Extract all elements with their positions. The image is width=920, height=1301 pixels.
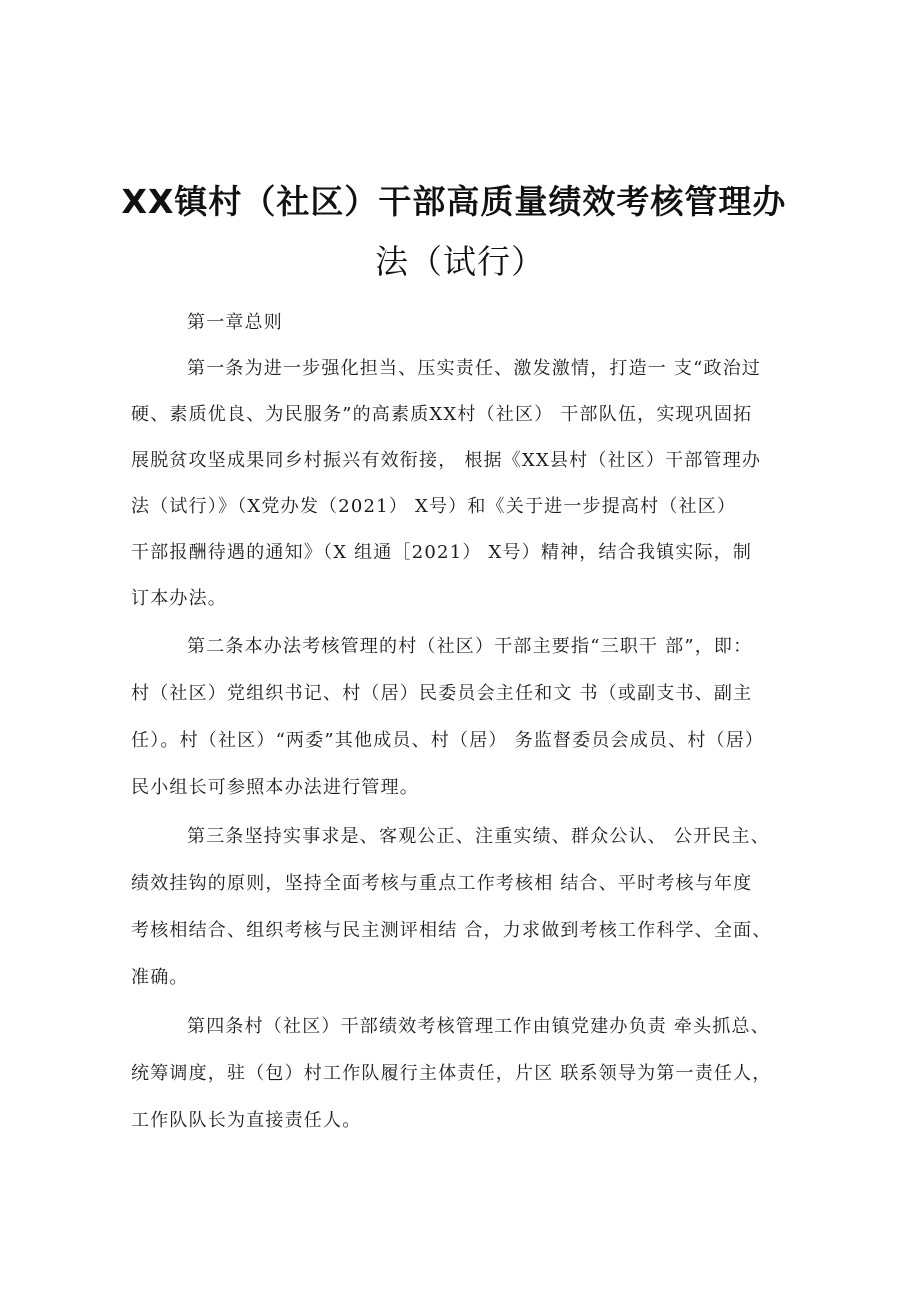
article-1-line: 干部报酬待遇的通知》（X 组通［2021） X号）精神，结合我镇实际，制: [131, 542, 753, 563]
document-title-line-2: 法（试行）: [375, 242, 545, 281]
article-3-line: 考核相结合、组织考核与民主测评相结 合，力求做到考核工作科学、全面、: [131, 920, 772, 941]
chapter-heading: 第一章总则: [187, 312, 283, 333]
document-title-line-1: XX镇村（社区）干部高质量绩效考核管理办: [121, 182, 787, 221]
article-3-line: 准确。: [131, 967, 189, 988]
article-4-line: 第四条村（社区）干部绩效考核管理工作由镇党建办负责 牵头抓总、: [187, 1016, 770, 1037]
article-4-line: 统筹调度，驻（包）村工作队履行主体责任，片区 联系领导为第一责任人，: [131, 1063, 772, 1084]
article-1-line: 展脱贫攻坚成果同乡村振兴有效衔接， 根据《XX县村（社区）干部管理办: [131, 450, 762, 471]
article-2-line: 村（社区）党组织书记、村（居）民委员会主任和文 书（或副支书、副主: [131, 683, 753, 704]
article-1-line: 订本办法。: [131, 588, 227, 609]
article-1-line: 法（试行）》（X党办发（2021） X号）和《关于进一步提高村（社区）: [131, 496, 737, 517]
article-2-line: 任）。村（社区）“两委”其他成员、村（居） 务监督委员会成员、村（居）: [131, 730, 765, 751]
article-1-line: 第一条为进一步强化担当、压实责任、激发激情，打造一 支“政治过: [187, 358, 762, 379]
article-3-line: 绩效挂钩的原则，坚持全面考核与重点工作考核相 结合、平时考核与年度: [131, 873, 753, 894]
article-1-line: 硬、素质优良、为民服务”的高素质XX村（社区） 干部队伍，实现巩固拓: [131, 404, 753, 425]
article-3-line: 第三条坚持实事求是、客观公正、注重实绩、群众公认、 公开民主、: [187, 826, 770, 847]
article-2-line: 民小组长可参照本办法进行管理。: [131, 777, 419, 798]
article-2-line: 第二条本办法考核管理的村（社区）干部主要指“三职干 部”，即：: [187, 636, 753, 657]
article-4-line: 工作队队长为直接责任人。: [131, 1110, 362, 1131]
